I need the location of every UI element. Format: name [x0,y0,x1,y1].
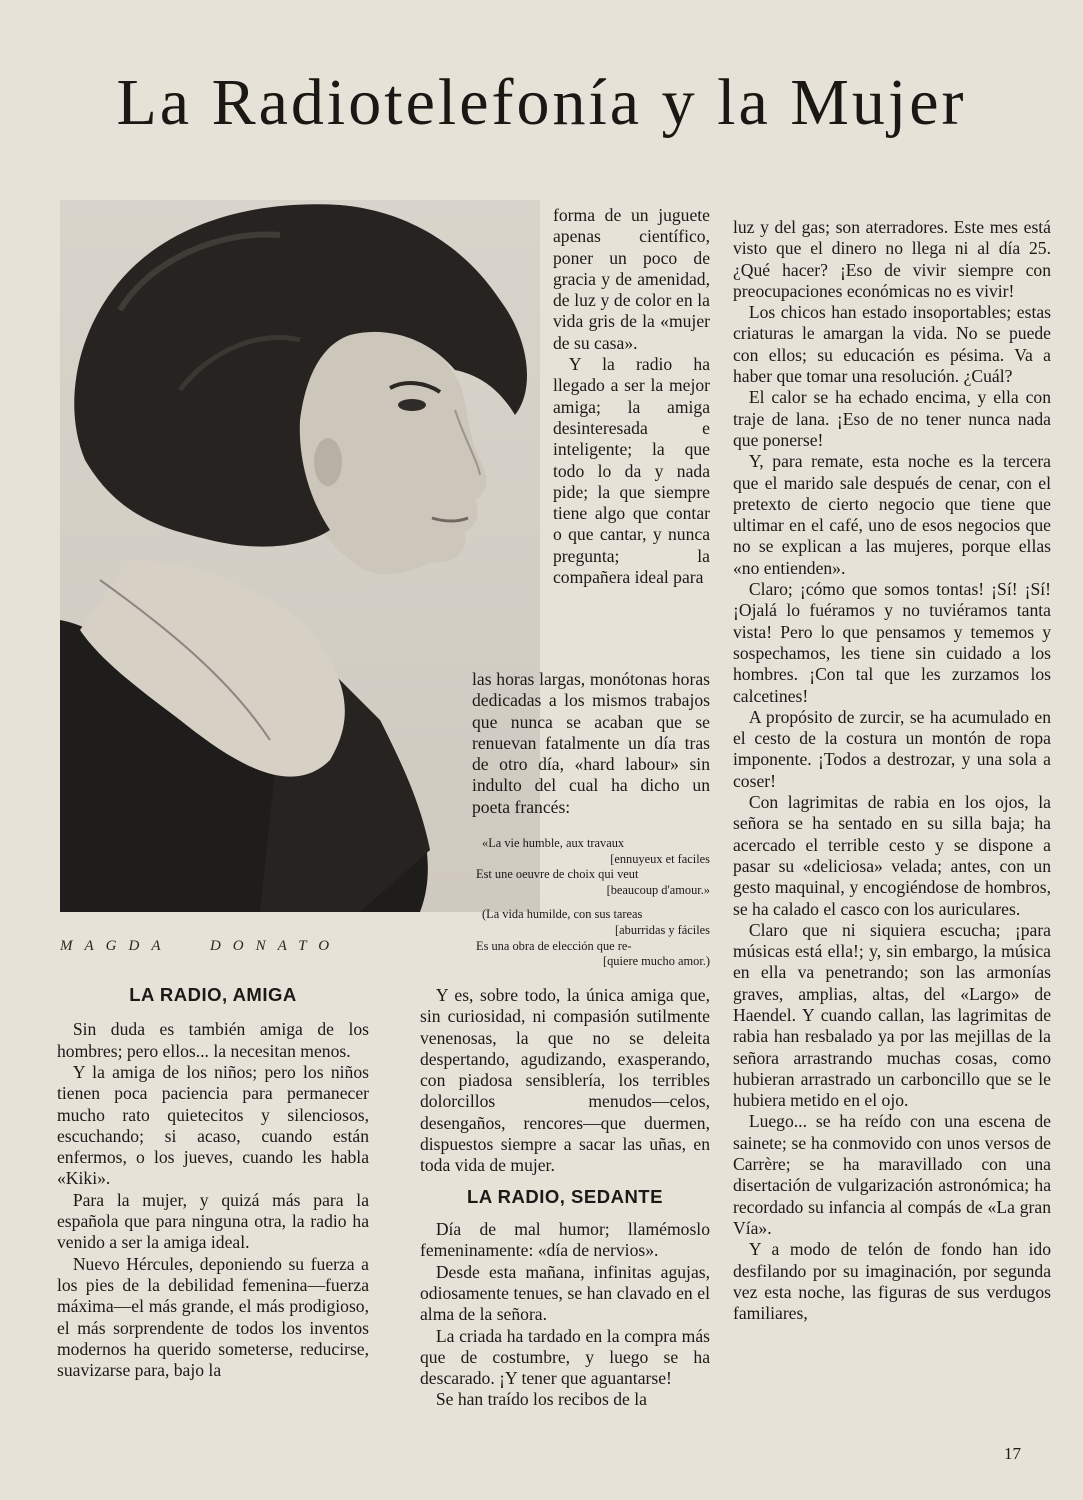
poem-line: [quiere mucho amor.) [602,954,710,969]
paragraph: La criada ha tardado en la compra más que de costumbre, y luego se ha descarado. ¡Y tener que aguantarse! [420,1325,710,1389]
paragraph: Y es, sobre todo, la única amiga que, sin curiosidad, ni compasión sutilmente venenosas, la que no se deleita despertando, agudizando, exasperando, con piadosa sensiblería, los terribles dolorcillos menudos—celos, desengaños, rencores—que duermen, dispuestos siempre a sacar las uñas, en toda vida de mujer. [420,985,710,1176]
page-title: La Radiotelefonía y la Mujer [116,66,967,139]
paragraph: Claro; ¡cómo que somos tontas! ¡Sí! ¡Sí! ¡Ojalá lo fuéramos y no tuviéramos tanta vista! Pero lo que pensamos y tememos y sospechamos, les tiene sin cuidado a los hombres. ¡Con tal que les zurzamos los calcetines! [733,579,1051,706]
poem-line: [aburridas y fáciles [615,922,710,937]
article-column-top [553,205,710,588]
paragraph: Y a modo de telón de fondo han ido desfilando por su imaginación, por segunda vez esta noche, las figuras de sus verdugos familiares, [733,1239,1051,1324]
article-column-continuation [472,669,710,818]
poem-line: (La vida humilde, con sus tareas [482,907,643,922]
poem-line: «La vie humble, aux travaux [482,836,625,850]
paragraph: luz y del gas; son aterradores. Este mes está visto que el dinero no llega ni al día 25. ¿Qué hacer? ¡Eso de vivir siempre con preocupaciones económicas no es vivir! [733,217,1051,301]
paragraph: Y la radio ha llegado a ser la mejor amiga; la amiga desinteresada e inteligente; la que todo lo da y nada pide; la que siempre tiene algo que contar o que cantar, y nunca pregunta; la compañera ideal para [553,354,710,588]
poem-line: Es una obra de elección que re- [476,938,632,953]
paragraph: Y la amiga de los niños; pero los niños tienen poca paciencia para permanecer mucho rato quietecitos y silenciosos, escuchando; si acaso, cuando están enfermos, o los jueves, cuando les habla «Kiki». [57,1061,369,1189]
paragraph: Se han traído los recibos de la [435,1389,647,1410]
paragraph: Luego... se ha reído con una escena de sainete; se ha conmovido con unos versos de Carrère; se ha maravillado con una disertación de vulgarización astronómica; ha recordado su infancia al compás de «La gran Vía». [733,1111,1051,1238]
paragraph: Desde esta mañana, infinitas agujas, odiosamente tenues, se han clavado en el alma de la señora. [420,1261,710,1325]
photo-caption: MAGDA DONATO [60,938,342,954]
paragraph: forma de un juguete apenas científico, poner un poco de gracia y de amenidad, de luz y de color en la vida gris de la «mujer de su casa». [553,205,710,353]
paragraph: Los chicos han estado insoportables; estas criaturas le amargan la vida. No se puede con ellos; su educación es pésima. Va a haber que tomar una resolución. ¿Cuál? [733,302,1051,387]
section-heading: LA RADIO, SEDANTE [467,1185,663,1207]
poem-line: [beaucoup d'amour.» [606,882,710,897]
paragraph: Sin duda es también amiga de los hombres; pero ellos... la necesitan menos. [57,1019,369,1061]
page-number: 17 [1004,1444,1021,1463]
paragraph: A propósito de zurcir, se ha acumulado en el cesto de la costura un montón de ropa imponente. ¡Todos a destrozar, y una sola a coser! [733,706,1051,791]
paragraph: Claro que ni siquiera escucha; ¡para músicas está ella!; y, sin embargo, la música en ella va penetrando; son las armonías graves, amplias, altas, del «Largo» de Haendel. Y cuando callan, las lagrimitas de rabia han resbalado ya por las mejillas de la señora arrastrando muchas cosas, como hubieran arrastrado un carboncillo que se le hubiera metido en el ojo. [733,919,1051,1111]
paragraph: Nuevo Hércules, deponiendo su fuerza a los pies de la debilidad femenina—fuerza máxima—el más grande, el más prodigioso, el más sorprendente de todos los inventos modernos ha querido someterse, reducirse, suavizarse para, bajo la [57,1253,369,1381]
poem-quote [476,836,710,970]
article-column-right [733,217,1051,1324]
paragraph: Y, para remate, esta noche es la tercera que el marido sale después de cenar, con el pretexto de cierto negocio que tiene que ultimar en el café, uno de esos negocios que no se explican a las mujeres, porque ellas «no entienden». [733,451,1051,578]
portrait-illustration [60,200,540,912]
paragraph: El calor se ha echado encima, y ella con traje de lana. ¡Eso de no tener nunca nada que ponerse! [733,387,1051,450]
paragraph: las horas largas, monótonas horas dedicadas a los mismos trabajos que nunca se acaban que se renuevan fatalmente un día tras de otro día, «hard labour» sin indulto del cual ha dicho un poeta francés: [472,669,710,817]
paragraph: Con lagrimitas de rabia en los ojos, la señora se ha sentado en su silla baja; ha acercado el terrible cesto y se dispone a pasar su «deliciosa» velada; antes, con un gesto maquinal, y encogiéndose de hombros, se ha calado el casco con los auriculares. [733,792,1051,919]
section-heading: LA RADIO, AMIGA [129,984,297,1005]
article-column-left [57,985,369,1381]
poem-line: [ennuyeux et faciles [610,851,710,866]
paragraph: Para la mujer, y quizá más para la española que para ninguna otra, la radio ha venido a ser la amiga ideal. [57,1189,369,1253]
portrait-photo [60,200,540,912]
paragraph: Día de mal humor; llamémoslo femeninamente: «día de nervios». [420,1219,710,1261]
poem-line: Est une oeuvre de choix qui veut [476,867,639,882]
article-column-middle [420,985,710,1411]
